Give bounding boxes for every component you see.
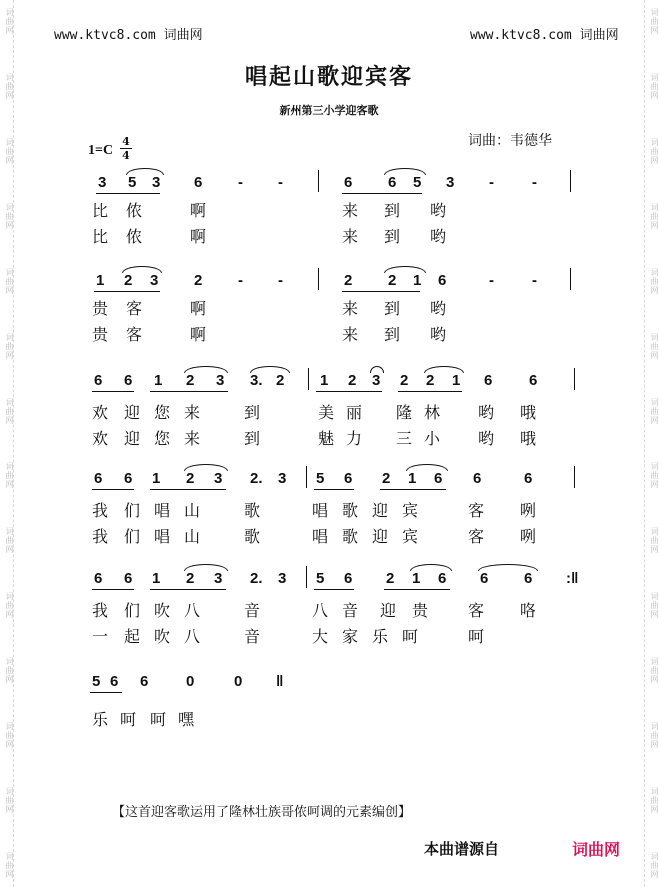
- score-note: 6: [94, 470, 103, 487]
- score-note: 1: [96, 272, 105, 289]
- score-note: 6: [480, 570, 489, 587]
- time-signature: [120, 136, 132, 161]
- watermark-text: 词曲网: [650, 462, 659, 490]
- score-note: 3: [446, 174, 455, 191]
- score-note: 3: [98, 174, 107, 191]
- lyric-char: 家: [342, 627, 359, 646]
- watermark-text: 词曲网: [5, 722, 14, 750]
- score-note: 6: [94, 372, 103, 389]
- lyric-char: 唱: [312, 501, 329, 520]
- bar-line: [306, 566, 307, 588]
- lyric-char: 呵: [150, 710, 167, 729]
- lyric-char: 客: [468, 601, 485, 620]
- lyric-char: 林: [424, 403, 441, 422]
- lyric-char: 哟: [430, 325, 447, 344]
- bar-line: [574, 466, 575, 488]
- lyric-char: 们: [124, 501, 141, 520]
- score-note: 1: [152, 570, 161, 587]
- lyric-char: 您: [154, 403, 171, 422]
- score-note: 6: [110, 673, 119, 690]
- lyric-char: 乐: [372, 627, 389, 646]
- bar-line: [318, 170, 319, 192]
- score-note: 5: [92, 673, 101, 690]
- lyric-char: 侬: [126, 201, 143, 220]
- beam-line: [384, 589, 450, 590]
- lyric-char: 欢: [92, 403, 109, 422]
- lyric-char: 咧: [520, 527, 537, 546]
- lyric-char: 客: [126, 299, 143, 318]
- bar-line: [574, 368, 575, 390]
- score-note: 2: [194, 272, 203, 289]
- lyric-char: 音: [244, 601, 261, 620]
- lyric-char: 来: [184, 429, 201, 448]
- score-note: 1: [452, 372, 461, 389]
- lyric-char: 美: [318, 403, 335, 422]
- sustain-dash: -: [238, 174, 243, 191]
- score-note: 6: [388, 174, 397, 191]
- header-left-url[interactable]: www.ktvc8.com: [54, 28, 156, 43]
- lyric-char: 呵: [120, 710, 137, 729]
- header-right-url[interactable]: www.ktvc8.com: [470, 28, 572, 43]
- score-note: 0: [234, 673, 243, 690]
- score-note: 6: [344, 470, 353, 487]
- lyric-char: 到: [384, 299, 401, 318]
- lyric-char: 丽: [346, 403, 363, 422]
- key-signature: 1=C: [88, 143, 114, 158]
- lyric-char: 山: [184, 501, 201, 520]
- score-note: 6: [344, 174, 353, 191]
- lyric-char: 啊: [190, 299, 207, 318]
- watermark-text: 词曲网: [650, 137, 659, 165]
- sustain-dash: -: [278, 272, 283, 289]
- sustain-dash: -: [238, 272, 243, 289]
- source-label: 本曲谱源自: [424, 840, 500, 858]
- lyric-char: 们: [124, 527, 141, 546]
- score-note: 2: [388, 272, 397, 289]
- tie-arc: [184, 564, 228, 571]
- lyric-char: 乐: [92, 710, 109, 729]
- score-note: 6: [524, 470, 533, 487]
- lyric-char: 八: [312, 601, 329, 620]
- lyric-char: 比: [92, 201, 109, 220]
- time-signature-top: 4: [122, 135, 130, 148]
- lyric-char: 客: [468, 527, 485, 546]
- tie-arc: [184, 366, 228, 373]
- score-note: 0: [186, 673, 195, 690]
- watermark-text: 词曲网: [650, 267, 659, 295]
- score-note: 2: [426, 372, 435, 389]
- score-note: 3: [372, 372, 381, 389]
- header-left[interactable]: [54, 24, 203, 43]
- bar-line: [570, 268, 571, 290]
- lyric-char: 到: [244, 403, 261, 422]
- watermark-text: 词曲网: [650, 787, 659, 815]
- beam-line: [398, 391, 462, 392]
- score-note: 6: [140, 673, 149, 690]
- beam-line: [150, 589, 226, 590]
- lyric-char: 哟: [430, 299, 447, 318]
- lyric-char: 来: [342, 299, 359, 318]
- score-note: 6: [434, 470, 443, 487]
- score-note: 6: [124, 570, 133, 587]
- lyric-char: 来: [342, 325, 359, 344]
- score-note: 6: [473, 470, 482, 487]
- lyric-char: 吹: [154, 627, 171, 646]
- lyric-char: 哟: [430, 201, 447, 220]
- lyric-char: 们: [124, 601, 141, 620]
- lyric-char: 客: [126, 325, 143, 344]
- time-signature-bottom: 4: [122, 149, 130, 162]
- beam-line: [342, 193, 422, 194]
- lyric-char: 贵: [412, 601, 429, 620]
- watermark-text: 词曲网: [650, 72, 659, 100]
- score-note: 6: [124, 372, 133, 389]
- header-left-site[interactable]: 词曲网: [163, 28, 203, 43]
- score-note: 2: [382, 470, 391, 487]
- watermark-text: 词曲网: [5, 851, 14, 879]
- watermark-text: 词曲网: [650, 592, 659, 620]
- lyric-char: 到: [244, 429, 261, 448]
- lyric-char: 迎: [372, 501, 389, 520]
- score-note: 6: [529, 372, 538, 389]
- score-note: 2: [344, 272, 353, 289]
- beam-line: [342, 291, 420, 292]
- lyric-char: 嘿: [178, 710, 195, 729]
- watermark-text: 词曲网: [5, 592, 14, 620]
- lyric-char: 啊: [190, 325, 207, 344]
- score-note: 1: [152, 470, 161, 487]
- bar-line: [308, 368, 309, 390]
- lyric-char: 我: [92, 527, 109, 546]
- lyric-char: 呵: [402, 627, 419, 646]
- score-note: 2: [186, 372, 195, 389]
- lyric-char: 迎: [380, 601, 397, 620]
- lyric-char: 到: [384, 201, 401, 220]
- lyric-char: 客: [468, 501, 485, 520]
- footnote: 【这首迎客歌运用了隆林壮族哥侬呵调的元素编创】: [112, 805, 412, 820]
- beam-line: [316, 391, 382, 392]
- lyric-char: 迎: [124, 429, 141, 448]
- lyric-char: 哟: [478, 403, 495, 422]
- lyric-char: 八: [184, 601, 201, 620]
- lyric-char: 音: [244, 627, 261, 646]
- score-note: 6: [484, 372, 493, 389]
- watermark-text: 词曲网: [5, 787, 14, 815]
- watermark-text: 词曲网: [650, 397, 659, 425]
- lyric-char: 啊: [190, 227, 207, 246]
- sustain-dash: -: [489, 272, 494, 289]
- composer-credit: 词曲：韦德华: [468, 133, 552, 149]
- watermark-text: 词曲网: [5, 202, 14, 230]
- lyric-char: 八: [184, 627, 201, 646]
- score-note: 3: [214, 570, 223, 587]
- score-note: 2: [276, 372, 285, 389]
- watermark-text: 词曲网: [5, 527, 14, 555]
- lyric-char: 唱: [154, 501, 171, 520]
- score-note: 2.: [250, 570, 263, 587]
- song-title: 唱起山歌迎宾客: [244, 64, 413, 90]
- score-note: 2: [348, 372, 357, 389]
- bar-line: [570, 170, 571, 192]
- lyric-char: 宾: [402, 501, 419, 520]
- lyric-char: 啊: [190, 201, 207, 220]
- score-note: 5: [128, 174, 137, 191]
- tie-arc: [478, 564, 538, 571]
- lyric-char: 贵: [92, 299, 109, 318]
- lyric-char: 侬: [126, 227, 143, 246]
- lyric-char: 歌: [244, 527, 261, 546]
- lyric-char: 到: [384, 227, 401, 246]
- lyric-char: 比: [92, 227, 109, 246]
- end-bar: :‖: [566, 570, 579, 587]
- beam-line: [92, 589, 134, 590]
- watermark-text: 词曲网: [650, 332, 659, 360]
- tie-arc: [122, 266, 162, 273]
- lyric-char: 音: [342, 601, 359, 620]
- sustain-dash: -: [532, 272, 537, 289]
- lyric-char: 我: [92, 601, 109, 620]
- lyric-char: 来: [342, 201, 359, 220]
- score-note: 3: [152, 174, 161, 191]
- score-note: 1: [413, 272, 422, 289]
- lyric-char: 贵: [92, 325, 109, 344]
- score-note: 1: [320, 372, 329, 389]
- lyric-char: 力: [346, 429, 363, 448]
- tie-arc: [250, 366, 290, 373]
- brand-logo[interactable]: 词曲网: [572, 840, 621, 859]
- score-note: 1: [154, 372, 163, 389]
- watermark-text: 词曲网: [5, 8, 14, 35]
- score-note: 2.: [250, 470, 263, 487]
- lyric-char: 歌: [342, 527, 359, 546]
- score-note: 2: [186, 470, 195, 487]
- tie-arc: [384, 168, 426, 175]
- score-note: 2: [124, 272, 133, 289]
- beam-line: [314, 489, 354, 490]
- end-bar: ‖: [276, 673, 284, 690]
- watermark-text: 词曲网: [5, 332, 14, 360]
- lyric-char: 哦: [520, 429, 537, 448]
- watermark-text: 词曲网: [5, 72, 14, 100]
- score-note: 6: [194, 174, 203, 191]
- score-note: 3: [216, 372, 225, 389]
- lyric-char: 来: [184, 403, 201, 422]
- header-right-site[interactable]: 词曲网: [579, 28, 619, 43]
- lyric-char: 迎: [124, 403, 141, 422]
- tie-arc: [384, 266, 426, 273]
- watermark-text: 词曲网: [650, 8, 659, 35]
- tie-arc: [406, 464, 448, 471]
- watermark-text: 词曲网: [5, 267, 14, 295]
- lyric-char: 隆: [396, 403, 413, 422]
- lyric-char: 哟: [430, 227, 447, 246]
- tie-arc: [184, 464, 228, 471]
- lyric-char: 大: [312, 627, 329, 646]
- beam-line: [92, 391, 134, 392]
- score-note: 3: [150, 272, 159, 289]
- lyric-char: 来: [342, 227, 359, 246]
- lyric-char: 到: [384, 325, 401, 344]
- watermark-text: 词曲网: [5, 137, 14, 165]
- lyric-char: 小: [424, 429, 441, 448]
- score-note: 5: [413, 174, 422, 191]
- watermark-text: 词曲网: [5, 657, 14, 685]
- beam-line: [90, 692, 122, 693]
- left-watermark-strip: [0, 0, 14, 887]
- beam-line: [92, 489, 134, 490]
- header-right[interactable]: [470, 24, 619, 43]
- sustain-dash: -: [532, 174, 537, 191]
- lyric-char: 魅: [318, 429, 335, 448]
- lyric-char: 咧: [520, 501, 537, 520]
- beam-line: [314, 589, 354, 590]
- lyric-char: 咯: [520, 601, 537, 620]
- watermark-text: 词曲网: [650, 851, 659, 879]
- bar-line: [306, 466, 307, 488]
- tie-arc: [126, 168, 164, 175]
- lyric-char: 迎: [372, 527, 389, 546]
- score-note: 6: [124, 470, 133, 487]
- lyric-char: 三: [396, 429, 413, 448]
- sustain-dash: -: [489, 174, 494, 191]
- score-note: 1: [408, 470, 417, 487]
- beam-line: [94, 291, 160, 292]
- score-note: 6: [344, 570, 353, 587]
- lyric-char: 宾: [402, 527, 419, 546]
- score-note: 6: [438, 272, 447, 289]
- score-note: 3: [278, 470, 287, 487]
- tie-arc: [370, 366, 384, 373]
- right-watermark-strip: [644, 0, 658, 887]
- score-note: 2: [400, 372, 409, 389]
- score-note: 6: [524, 570, 533, 587]
- score-note: 6: [438, 570, 447, 587]
- lyric-char: 山: [184, 527, 201, 546]
- tie-arc: [410, 564, 452, 571]
- lyric-char: 呵: [468, 627, 485, 646]
- song-subtitle: 新州第三小学迎客歌: [279, 104, 379, 117]
- watermark-text: 词曲网: [650, 657, 659, 685]
- lyric-char: 一: [92, 627, 109, 646]
- lyric-char: 唱: [154, 527, 171, 546]
- lyric-char: 哦: [520, 403, 537, 422]
- score-note: 2: [186, 570, 195, 587]
- sustain-dash: -: [278, 174, 283, 191]
- lyric-char: 歌: [342, 501, 359, 520]
- watermark-text: 词曲网: [650, 722, 659, 750]
- lyric-char: 唱: [312, 527, 329, 546]
- score-note: 6: [94, 570, 103, 587]
- lyric-char: 哟: [478, 429, 495, 448]
- watermark-text: 词曲网: [5, 462, 14, 490]
- bar-line: [318, 268, 319, 290]
- score-note: 3: [278, 570, 287, 587]
- watermark-text: 词曲网: [5, 397, 14, 425]
- score-note: 5: [316, 570, 325, 587]
- score-note: 2: [386, 570, 395, 587]
- watermark-text: 词曲网: [650, 527, 659, 555]
- watermark-text: 词曲网: [650, 202, 659, 230]
- lyric-char: 欢: [92, 429, 109, 448]
- score-note: 3: [214, 470, 223, 487]
- lyric-char: 歌: [244, 501, 261, 520]
- lyric-char: 您: [154, 429, 171, 448]
- score-note: 1: [412, 570, 421, 587]
- lyric-char: 我: [92, 501, 109, 520]
- beam-line: [150, 391, 228, 392]
- beam-line: [380, 489, 446, 490]
- score-note: 5: [316, 470, 325, 487]
- beam-line: [96, 193, 160, 194]
- beam-line: [150, 489, 226, 490]
- tie-arc: [424, 366, 464, 373]
- lyric-char: 吹: [154, 601, 171, 620]
- score-note: 3.: [250, 372, 263, 389]
- lyric-char: 起: [124, 627, 141, 646]
